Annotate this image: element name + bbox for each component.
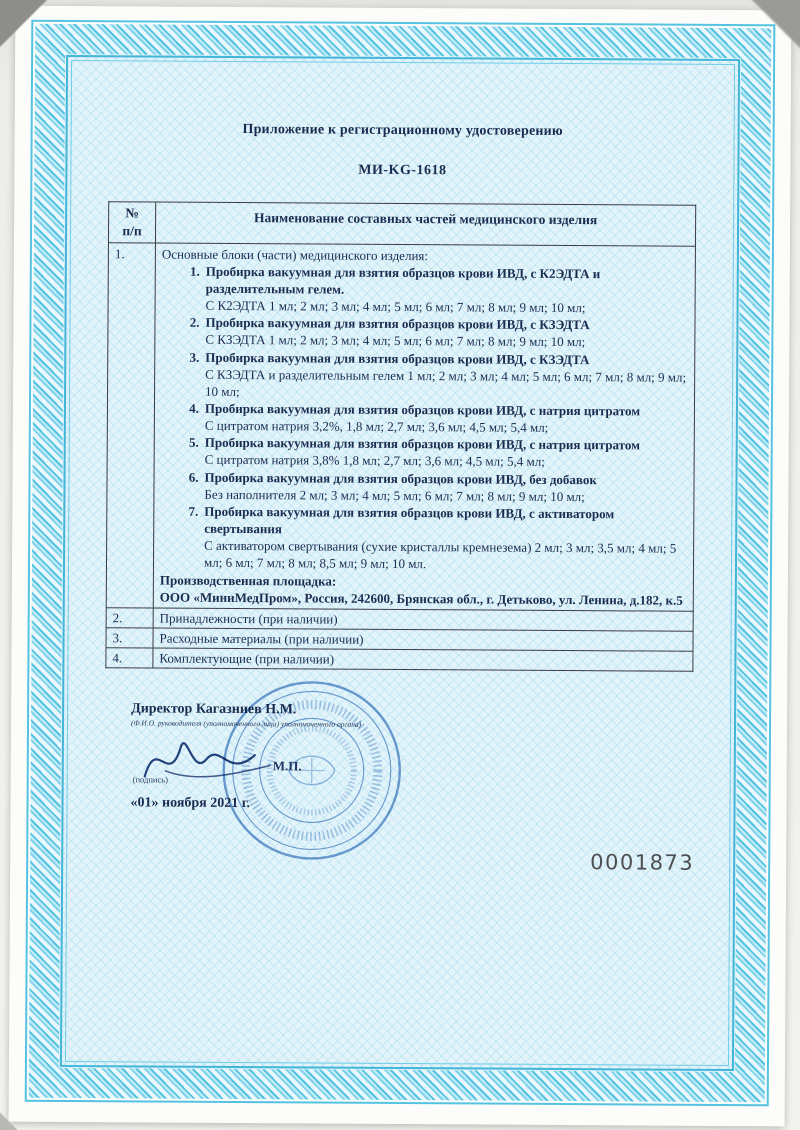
table-row (106, 242, 695, 611)
document-content (67, 62, 733, 1064)
list-item-detail: Без наполнителя 2 мл; 3 мл; 4 мл; 5 мл; 6 мл; 7 мл; 8 мл; 9 мл; 10 мл; (204, 486, 585, 504)
production-site-label: Производственная площадка: (159, 572, 337, 589)
header-num-line1: № (125, 205, 139, 221)
table-row (106, 648, 693, 672)
guilloche-decorative-border (29, 24, 772, 1102)
document-date: «01» ноября 2021 г. (130, 795, 251, 812)
row1-intro: Основные блоки (части) медицинского изделия: (161, 246, 429, 263)
list-item (161, 400, 688, 438)
header-cell-name: Наименование составных частей медицинского изделия (155, 202, 695, 246)
list-item-number: 2. (189, 314, 200, 330)
director-name: Директор Кагазниев Н.М. (131, 701, 297, 718)
row-name: Комплектующие (при наличии) (153, 648, 693, 671)
list-item-detail: С активатором свертывания (сухие кристаллы кремнезема) 2 мл; 3 мл; 3,5 мл; 4 мл; 5 мл; 6 мл; 7 мл; 8 мл; 8,5 мл; 9 мл; 10 мл. (203, 538, 677, 572)
production-site-value: ООО «МиниМедПром», Россия, 242600, Брянская обл., г. Детьково, ул. Ленина, д.182, к.5 (159, 589, 683, 608)
table-header-row (108, 202, 695, 246)
table-row (106, 628, 693, 652)
list-item-title: Пробирка вакуумная для взятия образцов крови ИВД, без добавок (204, 469, 597, 487)
row-number: 3. (106, 628, 153, 648)
row-name: Принадлежности (при наличии) (153, 608, 693, 631)
list-item-title: Пробирка вакуумная для взятия образцов крови ИВД, с активатором свертывания (204, 503, 615, 537)
header-cell-number (108, 202, 155, 243)
list-item-title: Пробирка вакуумная для взятия образцов крови ИВД, с КЗЭДТА (205, 349, 590, 367)
round-stamp (218, 677, 405, 864)
signature-scribble (137, 727, 287, 794)
list-item-number: 7. (188, 503, 199, 519)
list-item-number: 4. (189, 400, 200, 416)
certificate-number: МИ-KG-1618 (358, 163, 447, 179)
row1-content (153, 243, 695, 612)
table-row (106, 608, 693, 632)
list-item-title: Пробирка вакуумная для взятия образцов крови ИВД, с КЗЭДТА (205, 314, 590, 333)
signature-block (68, 694, 730, 948)
row1-number: 1. (106, 242, 155, 608)
components-table (105, 201, 696, 672)
serial-number: 0001873 (590, 850, 695, 876)
list-item-detail: С цитратом натрия 3,2%, 1,8 мл; 2,7 мл; 3,6 мл; 4,5 мл; 5,4 мл; (204, 417, 549, 436)
stamp-place-label: М.П. (272, 758, 302, 774)
list-item (162, 262, 689, 317)
row-number: 2. (106, 608, 153, 628)
list-item-number: 3. (189, 349, 200, 365)
header-num-line2: п/п (122, 223, 142, 239)
paper-sheet (9, 6, 792, 1127)
list-item-number: 1. (190, 263, 200, 279)
list-item (161, 314, 688, 352)
row-number: 4. (106, 648, 153, 668)
list-item-title: Пробирка вакуумная для взятия образцов крови ИВД, с натрия цитратом (204, 435, 641, 453)
list-item (161, 434, 688, 472)
list-item-number: 5. (188, 434, 199, 451)
list-item (160, 502, 687, 574)
list-item-detail: С К2ЭДТА 1 мл; 2 мл; 3 мл; 4 мл; 5 мл; 6 мл; 7 мл; 8 мл; 9 мл; 10 мл; (205, 297, 586, 316)
inner-border-line (65, 60, 735, 1066)
list-item-number: 6. (188, 469, 199, 485)
list-item-detail: С КЗЭДТА и разделительным гелем 1 мл; 2 мл; 3 мл; 4 мл; 5 мл; 6 мл; 7 мл; 8 мл; 9 мл; 10 мл; (205, 366, 687, 399)
list-item (161, 348, 688, 403)
list-item-detail: С КЗЭДТА 1 мл; 2 мл; 3 мл; 4 мл; 5 мл; 6 мл; 7 мл; 8 мл; 9 мл; 10 мл; (205, 332, 586, 350)
list-item-title: Пробирка вакуумная для взятия образцов крови ИВД, с натрия цитратом (204, 400, 641, 419)
row-name: Расходные материалы (при наличии) (153, 628, 693, 651)
list-item-title: Пробирка вакуумная для взятия образцов крови ИВД, с К2ЭДТА и разделительным гелем. (205, 263, 601, 297)
document-title: Приложение к регистрационному удостоверению (242, 122, 563, 139)
director-caption: (Ф.И.О. руководителя (уполномоченного лица) уполномоченного органа) (131, 718, 362, 730)
list-item-detail: С цитратом натрия 3,8% 1,8 мл; 2,7 мл; 3,6 мл; 4,5 мл; 5,4 мл; (204, 452, 545, 470)
list-item (160, 468, 687, 506)
signature-caption: (подпись) (132, 774, 169, 785)
